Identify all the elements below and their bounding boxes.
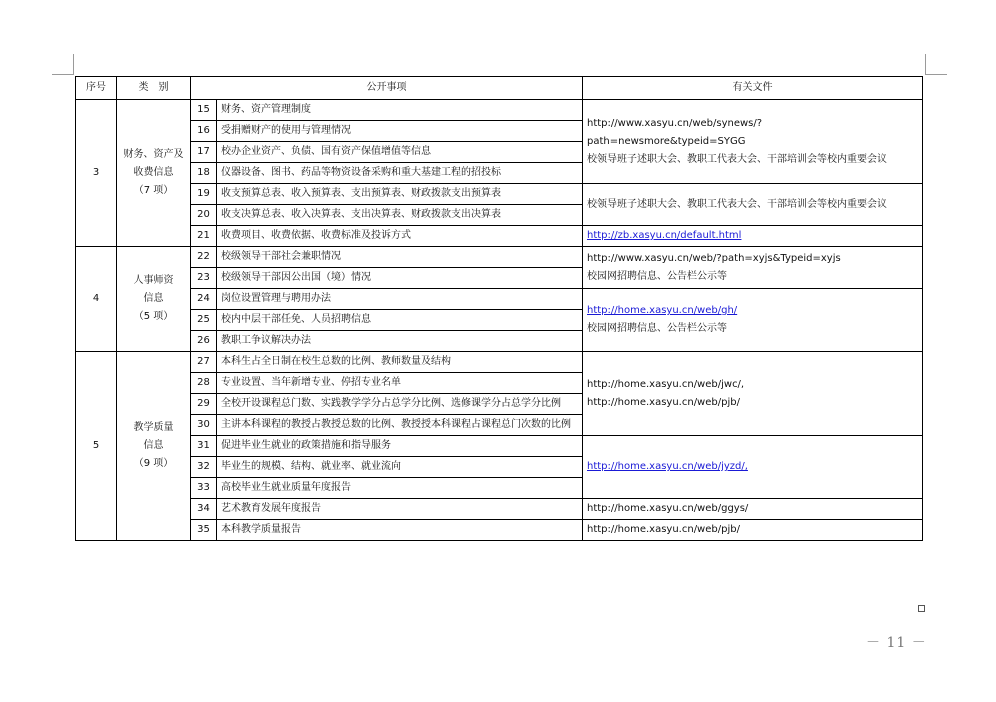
file-url[interactable]: http://www.xasyu.cn/web/?path=xyjs&Typeid=xyjs [587, 252, 841, 264]
header-seq: 序号 [76, 77, 117, 100]
item-number: 18 [191, 163, 217, 184]
category-line: 财务、资产及 [123, 149, 184, 160]
item-text: 全校开设课程总门数、实践教学学分占总学分比例、选修课学分占总学分比例 [217, 394, 583, 415]
table-row [76, 100, 923, 121]
item-text: 收支决算总表、收入决算表、支出决算表、财政拨款支出决算表 [217, 205, 583, 226]
item-number: 27 [191, 352, 217, 373]
item-number: 25 [191, 310, 217, 331]
item-text: 专业设置、当年新增专业、停招专业名单 [217, 373, 583, 394]
files-cell[interactable]: http://home.xasyu.cn/web/ggys/ [583, 499, 923, 520]
item-text: 校级领导干部因公出国（境）情况 [217, 268, 583, 289]
category-line: 信息 [143, 440, 164, 451]
item-number: 30 [191, 415, 217, 436]
files-cell: 校领导班子述职大会、教职工代表大会、干部培训会等校内重要会议 [583, 184, 923, 226]
item-text: 本科生占全日制在校生总数的比例、教师数量及结构 [217, 352, 583, 373]
category-line: 教学质量 [133, 422, 174, 433]
category-count: （7 项） [133, 185, 174, 196]
item-text: 高校毕业生就业质量年度报告 [217, 478, 583, 499]
item-number: 21 [191, 226, 217, 247]
crop-mark-left-vertical [73, 54, 74, 75]
group-category [117, 352, 191, 541]
table-row [76, 289, 923, 310]
item-text: 校内中层干部任免、人员招聘信息 [217, 310, 583, 331]
item-text: 校办企业资产、负债、国有资产保值增值等信息 [217, 142, 583, 163]
category-line: 人事师资 [133, 275, 174, 286]
item-text: 收支预算总表、收入预算表、支出预算表、财政拨款支出预算表 [217, 184, 583, 205]
file-note: 校园网招聘信息、公告栏公示等 [587, 270, 727, 282]
item-number: 24 [191, 289, 217, 310]
files-cell [583, 247, 923, 289]
files-cell [583, 226, 923, 247]
file-url[interactable]: http://www.xasyu.cn/web/synews/?path=newsmore&typeid=SYGG [587, 117, 763, 147]
table-row [76, 184, 923, 205]
crop-mark-right-vertical [925, 54, 926, 75]
group-seq: 4 [76, 247, 117, 352]
header-files: 有关文件 [583, 77, 923, 100]
table-row [76, 247, 923, 268]
item-number: 20 [191, 205, 217, 226]
item-text: 艺术教育发展年度报告 [217, 499, 583, 520]
group-seq: 5 [76, 352, 117, 541]
table-row [76, 520, 923, 541]
file-note: 校领导班子述职大会、教职工代表大会、干部培训会等校内重要会议 [587, 153, 887, 165]
page-number: － 11 － [866, 635, 927, 651]
table-row [76, 226, 923, 247]
files-cell [583, 436, 923, 499]
item-text: 促进毕业生就业的政策措施和指导服务 [217, 436, 583, 457]
item-text: 岗位设置管理与聘用办法 [217, 289, 583, 310]
table-row [76, 499, 923, 520]
item-text: 本科教学质量报告 [217, 520, 583, 541]
category-line: 收费信息 [133, 167, 174, 178]
group-category [117, 247, 191, 352]
file-url[interactable]: http://home.xasyu.cn/web/pjb/ [587, 396, 740, 408]
item-text: 校级领导干部社会兼职情况 [217, 247, 583, 268]
item-number: 23 [191, 268, 217, 289]
item-number: 34 [191, 499, 217, 520]
item-number: 15 [191, 100, 217, 121]
file-url[interactable]: http://home.xasyu.cn/web/jwc/, [587, 378, 745, 390]
item-text: 受捐赠财产的使用与管理情况 [217, 121, 583, 142]
files-cell [583, 100, 923, 184]
item-number: 16 [191, 121, 217, 142]
crop-mark-left-horizontal [52, 74, 74, 75]
category-count: （5 项） [133, 311, 174, 322]
item-number: 26 [191, 331, 217, 352]
item-number: 31 [191, 436, 217, 457]
file-link[interactable]: http://home.xasyu.cn/web/jyzd/, [587, 461, 748, 472]
file-link[interactable]: http://home.xasyu.cn/web/gh/ [587, 305, 738, 316]
item-number: 28 [191, 373, 217, 394]
table-row [76, 436, 923, 457]
item-text: 教职工争议解决办法 [217, 331, 583, 352]
item-number: 19 [191, 184, 217, 205]
header-category: 类 别 [117, 77, 191, 100]
file-link[interactable]: http://zb.xasyu.cn/default.html [587, 230, 742, 241]
file-note: 校园网招聘信息、公告栏公示等 [587, 323, 727, 334]
files-cell [583, 352, 923, 436]
group-category [117, 100, 191, 247]
item-number: 22 [191, 247, 217, 268]
table-row [76, 352, 923, 373]
item-number: 17 [191, 142, 217, 163]
item-text: 主讲本科课程的教授占教授总数的比例、教授授本科课程占课程总门次数的比例 [217, 415, 583, 436]
item-number: 32 [191, 457, 217, 478]
item-text: 收费项目、收费依据、收费标准及投诉方式 [217, 226, 583, 247]
item-number: 35 [191, 520, 217, 541]
disclosure-table [75, 76, 923, 541]
group-seq: 3 [76, 100, 117, 247]
header-row [76, 77, 923, 100]
header-item: 公开事项 [191, 77, 583, 100]
crop-mark-right-horizontal [925, 74, 947, 75]
item-number: 29 [191, 394, 217, 415]
item-number: 33 [191, 478, 217, 499]
category-line: 信息 [143, 293, 164, 304]
item-text: 仪器设备、图书、药品等物资设备采购和重大基建工程的招投标 [217, 163, 583, 184]
item-text: 毕业生的规模、结构、就业率、就业流向 [217, 457, 583, 478]
files-cell [583, 289, 923, 352]
files-cell[interactable]: http://home.xasyu.cn/web/pjb/ [583, 520, 923, 541]
category-count: （9 项） [133, 458, 174, 469]
item-text: 财务、资产管理制度 [217, 100, 583, 121]
table-end-marker [918, 605, 925, 612]
